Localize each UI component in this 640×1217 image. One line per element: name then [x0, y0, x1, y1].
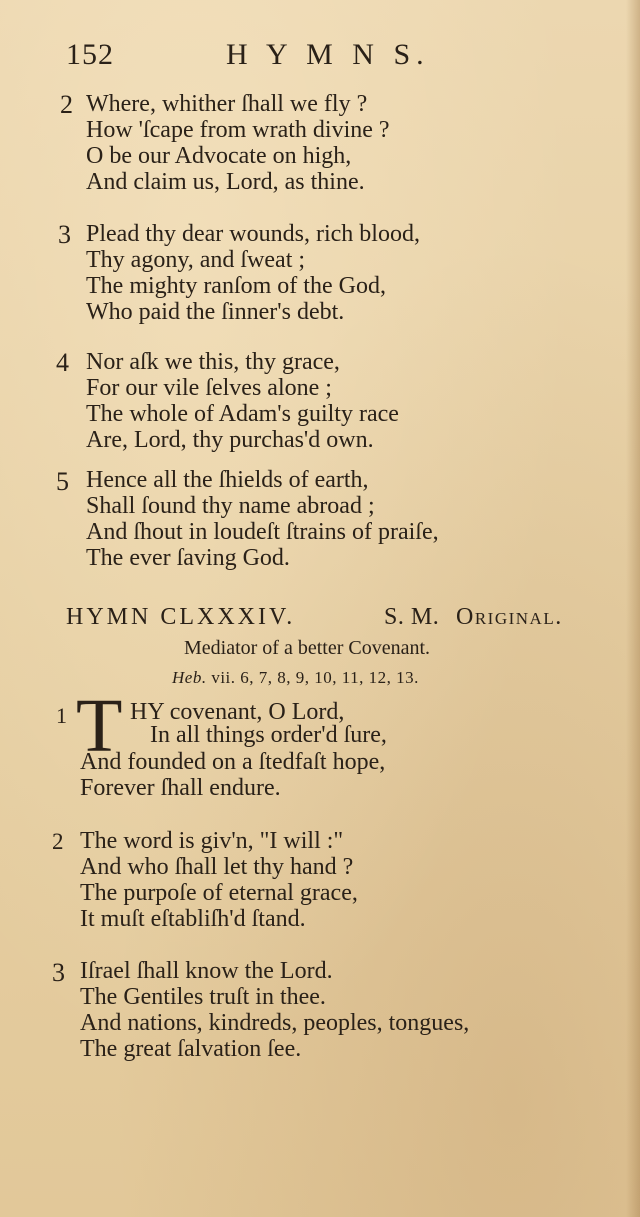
reference-book: Heb.	[172, 668, 207, 687]
verse-line: The ever ſaving God.	[86, 545, 290, 571]
verse-line: O be our Advocate on high,	[86, 143, 352, 169]
drop-cap: T	[76, 684, 123, 768]
hymn-title: HYMN CLXXXIV.	[66, 604, 296, 630]
running-title: H Y M N S.	[226, 38, 430, 71]
verse-line: The Gentiles truſt in thee.	[80, 984, 326, 1010]
verse-line: And claim us, Lord, as thine.	[86, 169, 365, 195]
scripture-reference	[172, 668, 419, 688]
hymn-meter: S. M.	[384, 604, 440, 630]
verse-line: Nor aſk we this, thy grace,	[86, 349, 340, 375]
stanza-number: 5	[56, 467, 69, 496]
verse-line: Thy agony, and ſweat ;	[86, 247, 306, 273]
page-number: 152	[66, 38, 114, 71]
verse-line: Forever ſhall endure.	[80, 775, 281, 801]
stanza-number: 4	[56, 348, 69, 377]
stanza-number: 1	[56, 703, 67, 728]
stanza-number: 3	[52, 958, 65, 987]
page-edge-shadow	[626, 0, 640, 1217]
verse-line: And founded on a ſtedfaſt hope,	[80, 749, 386, 775]
verse-line: The word is giv'n, "I will :"	[80, 828, 344, 854]
reference-verses: vii. 6, 7, 8, 9, 10, 11, 12, 13.	[211, 668, 419, 687]
verse-line: Where, whither ſhall we fly ?	[86, 91, 368, 117]
verse-line: Iſrael ſhall know the Lord.	[80, 958, 333, 984]
verse-line: Are, Lord, thy purchas'd own.	[86, 427, 374, 453]
verse-line: Plead thy dear wounds, rich blood,	[86, 221, 420, 247]
verse-line: And ſhout in loudeſt ſtrains of praiſe,	[86, 519, 439, 545]
verse-line: The great ſalvation ſee.	[80, 1036, 302, 1062]
verse-line: The mighty ranſom of the God,	[86, 273, 386, 299]
verse-line: The purpoſe of eternal grace,	[80, 880, 358, 906]
verse-line: It muſt eſtabliſh'd ſtand.	[80, 906, 306, 932]
verse-line: Shall ſound thy name abroad ;	[86, 493, 375, 519]
verse-line: How 'ſcape from wrath divine ?	[86, 117, 390, 143]
stanza-number: 2	[52, 829, 64, 854]
verse-line: In all things order'd ſure,	[150, 722, 387, 748]
hymn-source: Original.	[456, 604, 563, 630]
verse-line: For our vile ſelves alone ;	[86, 375, 332, 401]
verse-line: Hence all the ſhields of earth,	[86, 467, 369, 493]
verse-line: HY covenant, O Lord,	[130, 699, 345, 725]
verse-line: The whole of Adam's guilty race	[86, 401, 399, 427]
stanza-number: 3	[58, 220, 71, 249]
verse-line: And nations, kindreds, peoples, tongues,	[80, 1010, 470, 1036]
verse-line: Who paid the ſinner's debt.	[86, 299, 345, 325]
hymn-subtitle: Mediator of a better Covenant.	[184, 637, 431, 659]
stanza-number: 2	[60, 90, 73, 119]
verse-line: And who ſhall let thy hand ?	[80, 854, 354, 880]
